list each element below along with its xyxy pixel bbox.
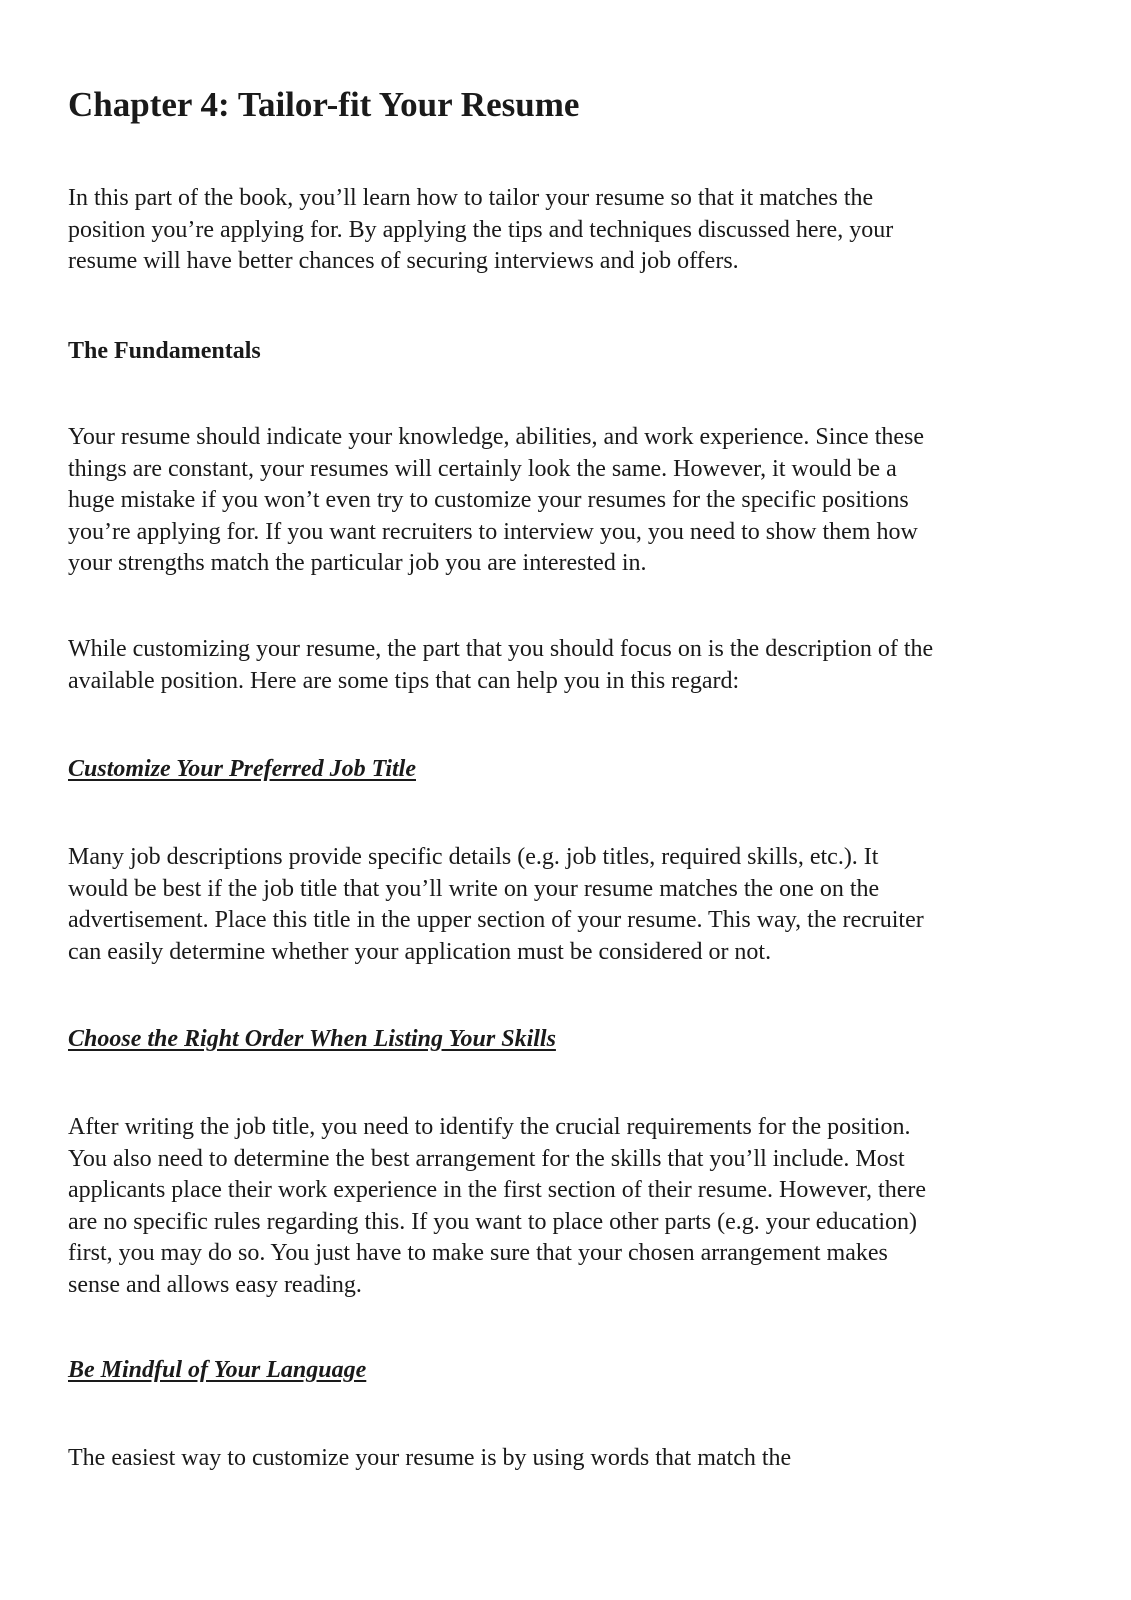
intro-paragraph — [68, 183, 1068, 278]
paragraph-line: first, you may do so. You just have to make sure that your chosen arrangement makes — [68, 1240, 888, 1267]
paragraph-line: sense and allows easy reading. — [68, 1271, 362, 1298]
tip-paragraph-language — [68, 1443, 1068, 1475]
paragraph-line: position you’re applying for. By applying the tips and techniques discussed here, your — [68, 216, 894, 243]
paragraph-line: can easily determine whether your application must be considered or not. — [68, 938, 772, 965]
paragraph-line: would be best if the job title that you’ll write on your resume matches the one on the — [68, 875, 880, 902]
paragraph-line: advertisement. Place this title in the upper section of your resume. This way, the recruiter — [68, 907, 924, 934]
paragraph-line: You also need to determine the best arrangement for the skills that you’ll include. Most — [68, 1145, 905, 1172]
paragraph-line: The easiest way to customize your resume is by using words that match the — [68, 1445, 792, 1471]
paragraph-line: huge mistake if you won’t even try to customize your resumes for the specific positions — [68, 487, 909, 514]
fundamentals-paragraph-1 — [68, 422, 1068, 580]
paragraph-line: things are constant, your resumes will certainly look the same. However, it would be a — [68, 455, 897, 482]
tip-paragraph-job-title — [68, 842, 1068, 968]
paragraph-line: After writing the job title, you need to identify the crucial requirements for the position. — [68, 1114, 911, 1140]
tip-heading-skills-order: Choose the Right Order When Listing Your Skills — [68, 1026, 556, 1052]
section-heading: The Fundamentals — [68, 338, 261, 364]
tip-heading-job-title: Customize Your Preferred Job Title — [68, 756, 416, 782]
paragraph-line: In this part of the book, you’ll learn how to tailor your resume so that it matches the — [68, 185, 874, 211]
paragraph-line: Your resume should indicate your knowledge, abilities, and work experience. Since these — [68, 424, 925, 450]
paragraph-line: applicants place their work experience in the first section of their resume. However, there — [68, 1177, 927, 1204]
paragraph-line: you’re applying for. If you want recruiters to interview you, you need to show them how — [68, 518, 918, 545]
paragraph-line: resume will have better chances of securing interviews and job offers. — [68, 248, 739, 275]
paragraph-line: available position. Here are some tips that can help you in this regard: — [68, 667, 740, 694]
paragraph-line: Many job descriptions provide specific details (e.g. job titles, required skills, etc.). It — [68, 844, 879, 870]
paragraph-line: are no specific rules regarding this. If you want to place other parts (e.g. your education) — [68, 1208, 918, 1235]
paragraph-line: While customizing your resume, the part that you should focus on is the description of the — [68, 636, 934, 662]
tip-heading-language: Be Mindful of Your Language — [68, 1357, 367, 1383]
chapter-title: Chapter 4: Tailor-fit Your Resume — [68, 85, 580, 124]
tip-paragraph-skills-order — [68, 1112, 1068, 1302]
paragraph-line: your strengths match the particular job you are interested in. — [68, 550, 647, 577]
fundamentals-paragraph-2 — [68, 634, 1068, 697]
